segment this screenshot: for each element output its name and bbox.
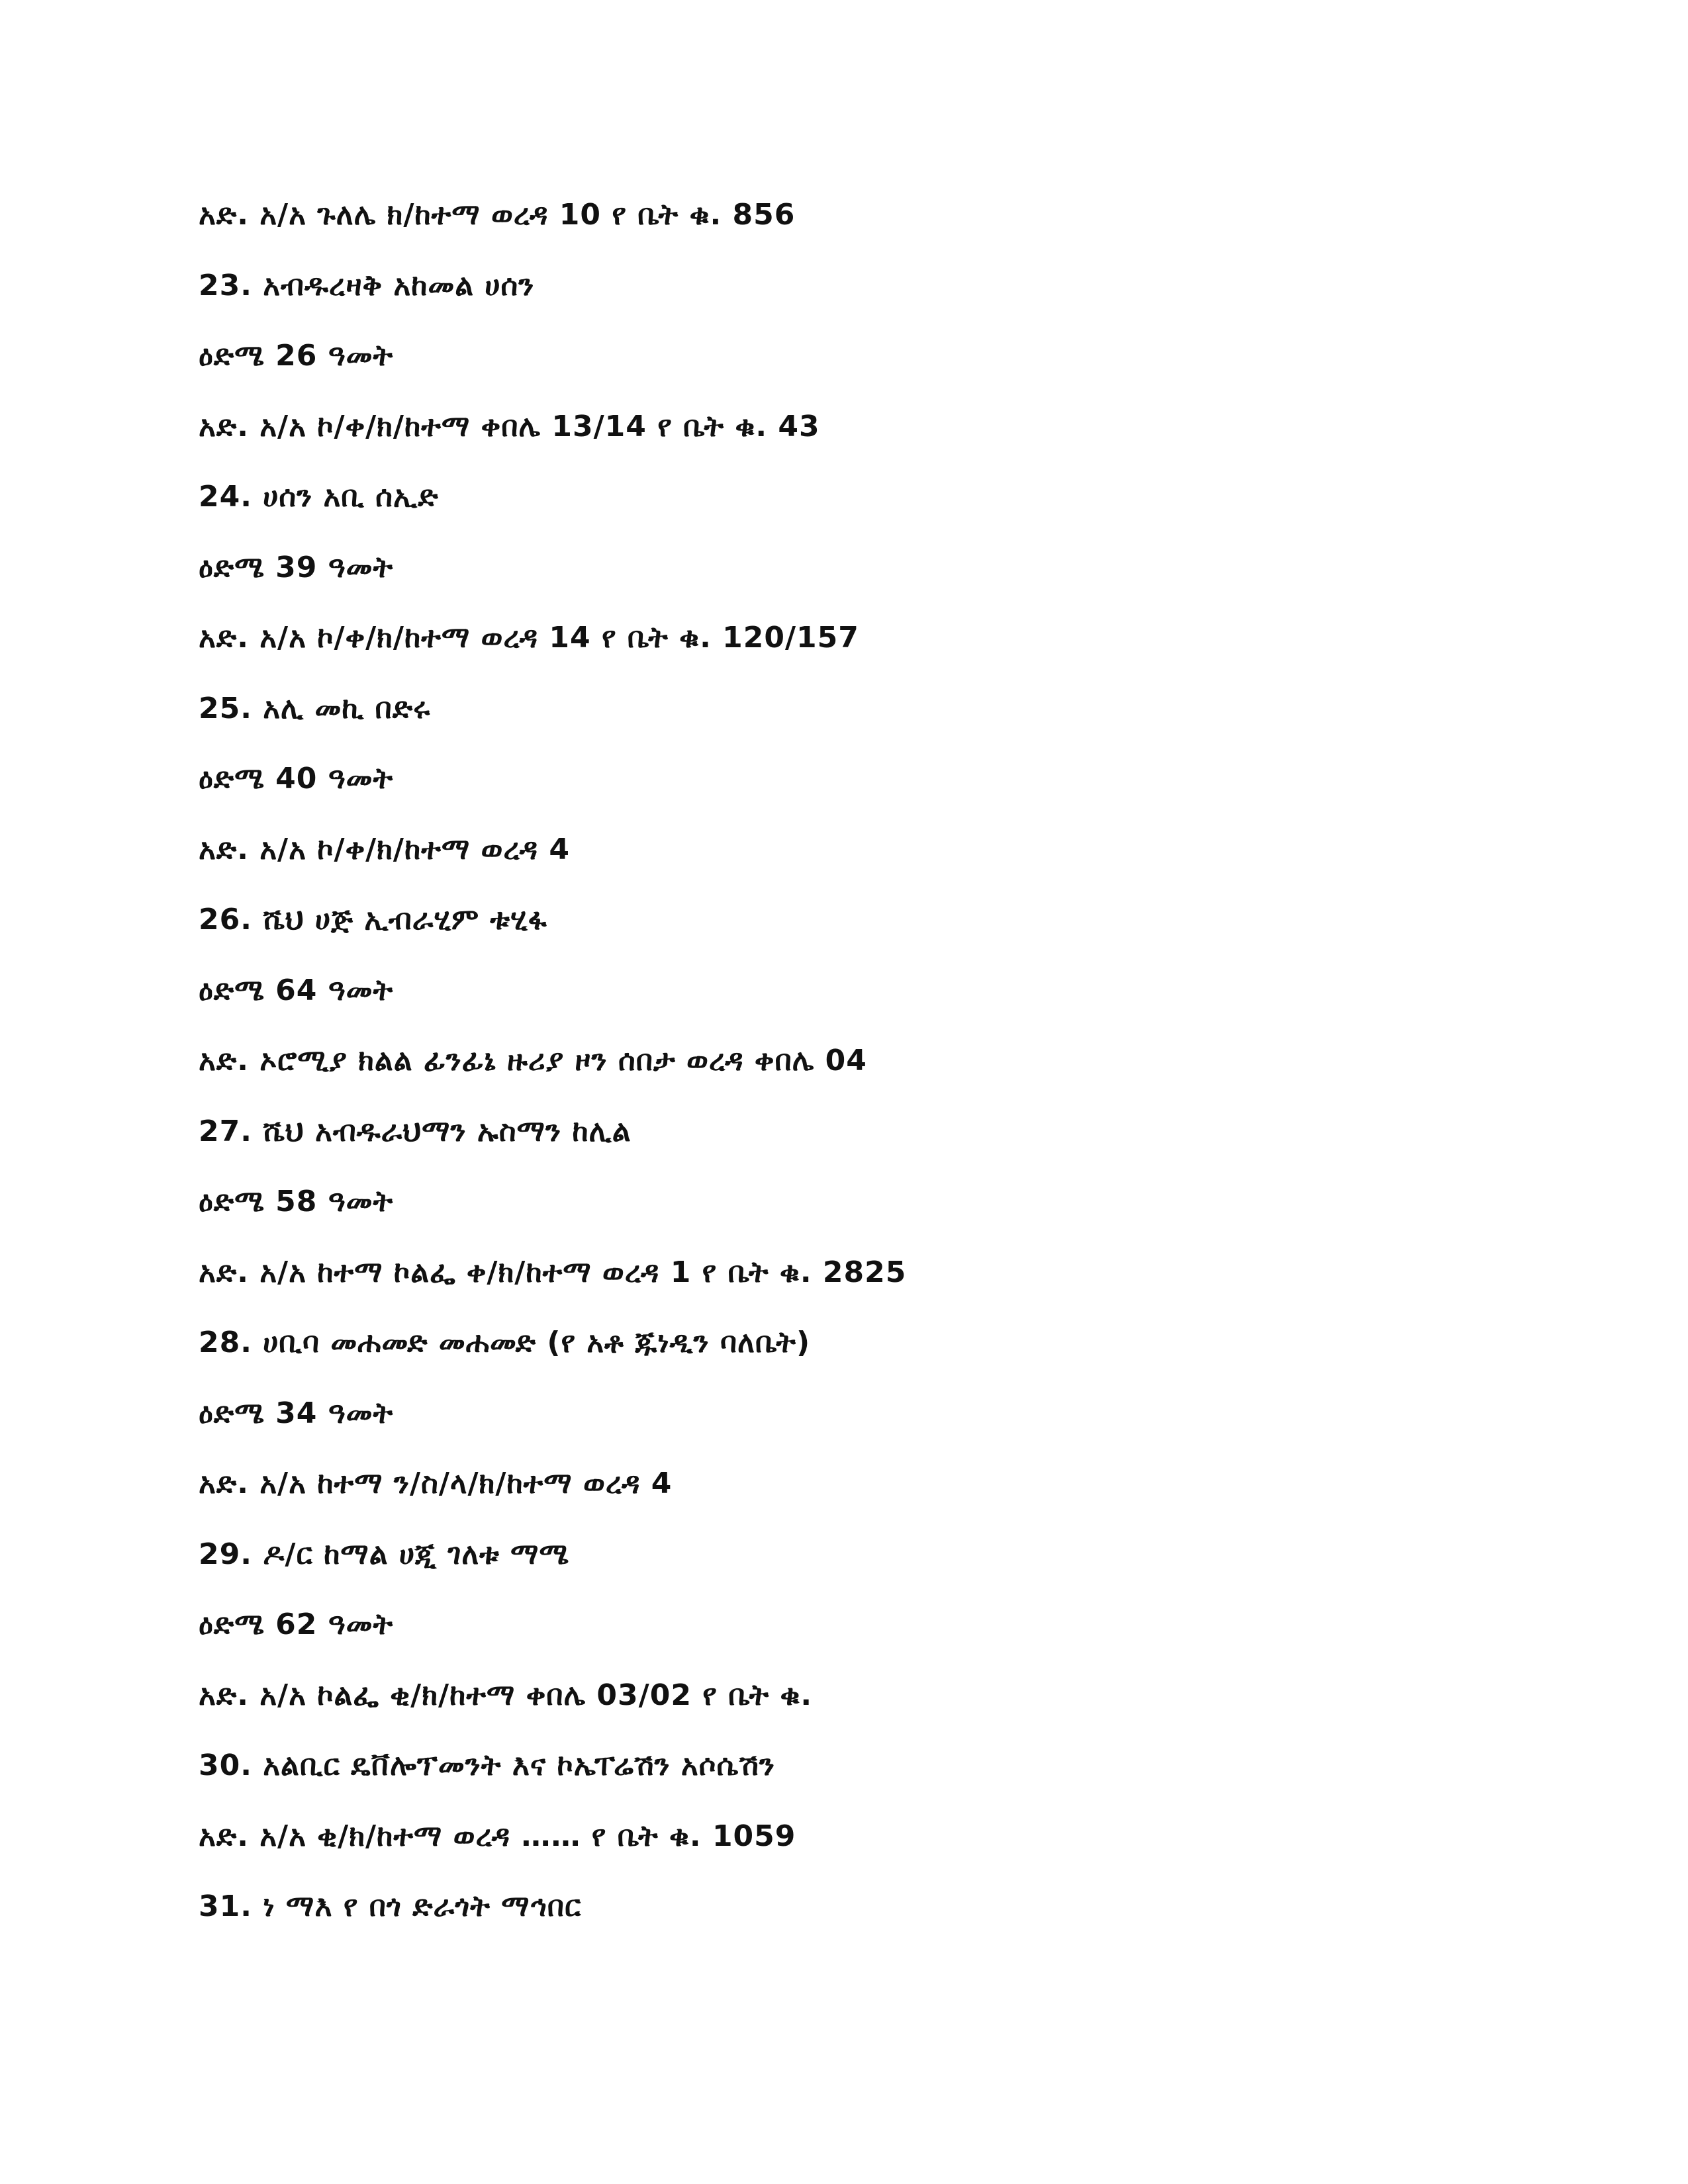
text-line: ዕድሜ 39 ዓመት [199,550,394,584]
text-line: 31. ነ ማእ የ በጎ ድራጎት ማኅበር [199,1889,582,1923]
text-line: ዕድሜ 34 ዓመት [199,1396,394,1430]
text-line: ዕድሜ 64 ዓመት [199,973,394,1007]
text-line: አድ. አ/አ ከተማ ን/ስ/ላ/ክ/ከተማ ወረዳ 4 [199,1467,673,1500]
text-line: 28. ሀቢባ መሐመድ መሐመድ (የ አቶ ጁነዲን ባለቤት) [199,1326,811,1359]
text-line: አድ. አ/አ ቂ/ክ/ከተማ ወረዳ …… የ ቤት ቁ. 1059 [199,1819,796,1853]
text-line: አድ. አ/አ ኮ/ቀ/ክ/ከተማ ወረዳ 4 [199,832,571,866]
text-line: 25. አሊ መኪ በድሩ [199,691,431,725]
text-line: አድ. አ/አ ከተማ ኮልፌ ቀ/ክ/ከተማ ወረዳ 1 የ ቤት ቁ. 2825 [199,1255,907,1289]
text-line: ዕድሜ 58 ዓመት [199,1185,394,1218]
text-line: 30. አልቢር ዴቨሎፕመንት እና ኮኤፐሬሽን አሶሴሽን [199,1749,775,1782]
text-line: ዕድሜ 40 ዓመት [199,762,394,796]
text-line: ዕድሜ 62 ዓመት [199,1608,394,1641]
text-line: ዕድሜ 26 ዓመት [199,339,394,373]
text-line: 29. ዶ/ር ከማል ሀጂ ገለቱ ማሜ [199,1537,570,1571]
text-line: አድ. ኦሮሚያ ክልል ፊንፊኔ ዙሪያ ዞን ሰበታ ወረዳ ቀበሌ 04 [199,1044,867,1077]
text-line: አድ. አ/አ ጉለሌ ክ/ከተማ ወረዳ 10 የ ቤት ቁ. 856 [199,198,796,232]
text-line: 27. ሼህ አብዱራህማን ኡስማን ከሊል [199,1114,632,1148]
text-line: 23. አብዱረዛቅ አከመል ሀሰን [199,268,535,302]
text-line: አድ. አ/አ ኮ/ቀ/ክ/ከተማ ወረዳ 14 የ ቤት ቁ. 120/157 [199,621,859,655]
text-line: አድ. አ/አ ኮ/ቀ/ክ/ከተማ ቀበሌ 13/14 የ ቤት ቁ. 43 [199,409,820,443]
text-line: 24. ሀሰን አቢ ሰኢድ [199,480,439,514]
text-line: 26. ሼህ ሀጅ ኢብራሂም ቱሂፋ [199,903,547,936]
text-lines [199,192,1523,1954]
text-line: አድ. አ/አ ኮልፌ ቂ/ክ/ከተማ ቀበሌ 03/02 የ ቤት ቁ. [199,1678,813,1712]
